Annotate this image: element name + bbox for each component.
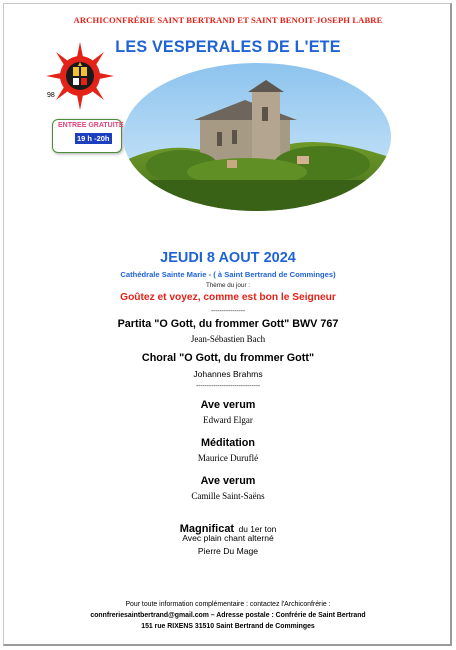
program-item-2-title: Choral "O Gott, du frommer Gott" bbox=[141, 352, 315, 364]
program-item-5-composer: Camille Saint-Saëns bbox=[191, 491, 265, 501]
theme-text: Goûtez et voyez, comme est bon le Seigneur bbox=[120, 292, 336, 303]
free-entry-label: ENTREE GRATUITE bbox=[58, 122, 124, 129]
separator-2: ------------------------------ bbox=[196, 383, 260, 390]
program-item-1-title: Partita "O Gott, du frommer Gott" BWV 767 bbox=[117, 318, 339, 330]
organization-name: ARCHICONFRÉRIE SAINT BERTRAND ET SAINT BENOIT-JOSEPH LABRE bbox=[73, 15, 383, 25]
event-venue: Cathédrale Sainte Marie - ( à Saint Bertrand de Comminges) bbox=[120, 270, 336, 279]
program-item-2-composer: Johannes Brahms bbox=[193, 369, 263, 379]
emblem-number: 98 bbox=[47, 92, 55, 99]
separator-1: ---------------- bbox=[210, 308, 246, 315]
confrerie-emblem-icon bbox=[44, 40, 116, 112]
program-item-3-title: Ave verum bbox=[200, 399, 256, 411]
program-item-5-title: Ave verum bbox=[200, 475, 256, 487]
footer-info: Pour toute information complémentaire : contactez l'Archiconfrérie : bbox=[125, 601, 331, 608]
footer-contact: connfreriesaintbertrand@gmail.com – Adresse postale : Confrérie de Saint Bertrand bbox=[90, 612, 366, 619]
magnificat-composer: Pierre Du Mage bbox=[197, 546, 259, 556]
event-date: JEUDI 8 AOUT 2024 bbox=[160, 250, 296, 266]
footer-address: 151 rue RIXENS 31510 Saint Bertrand de Comminges bbox=[141, 623, 315, 630]
cathedral-photo bbox=[122, 62, 392, 212]
theme-label: Thème du jour : bbox=[205, 282, 251, 289]
magnificat-title: Magnificat bbox=[179, 523, 235, 535]
program-item-1-composer: Jean-Sébastien Bach bbox=[190, 334, 266, 344]
program-item-3-composer: Edward Elgar bbox=[203, 415, 253, 425]
magnificat-tone: du 1er ton bbox=[238, 524, 277, 534]
magnificat-note: Avec plain chant alterné bbox=[182, 533, 274, 543]
entry-time: 19 h -20h bbox=[77, 134, 110, 143]
page-title: LES VESPERALES DE L'ETE bbox=[115, 37, 341, 56]
program-item-4-composer: Maurice Duruflé bbox=[197, 453, 259, 463]
program-item-4-title: Méditation bbox=[201, 437, 255, 449]
